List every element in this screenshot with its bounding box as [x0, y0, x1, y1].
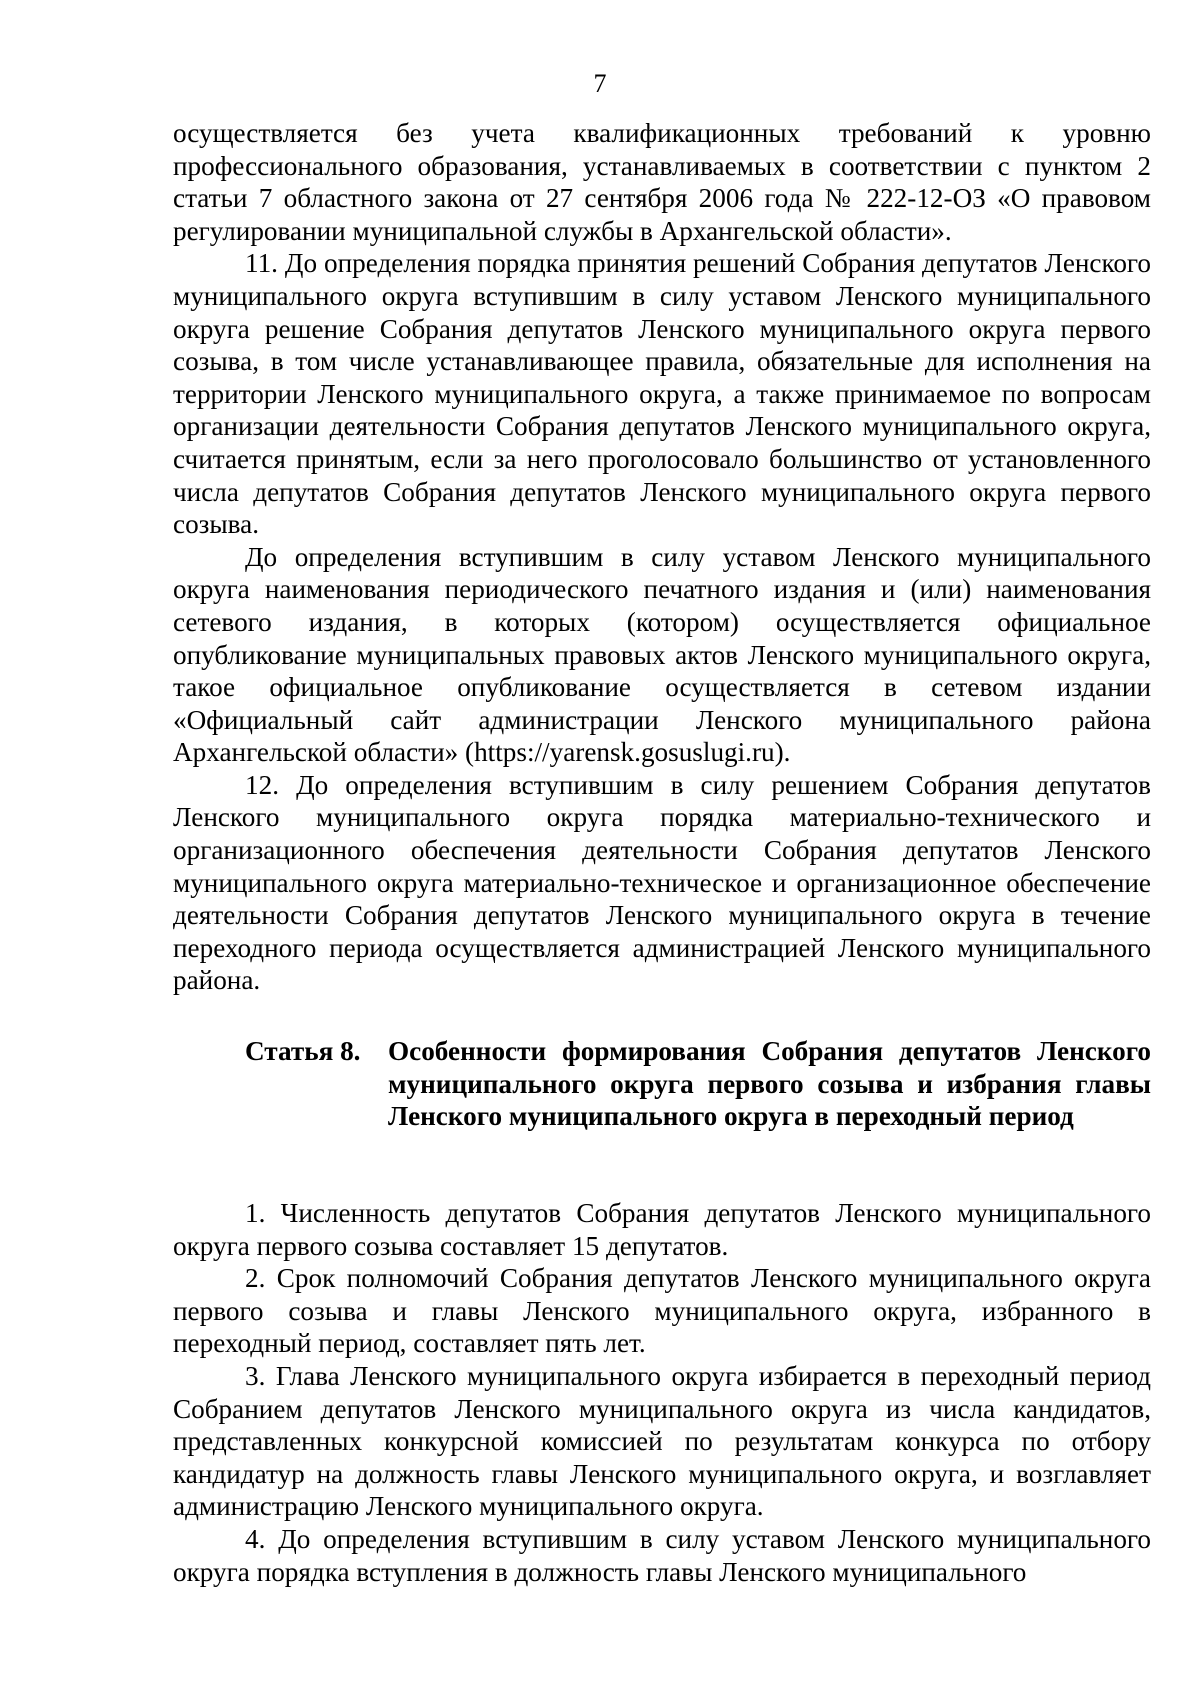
paragraph-item-12: 12. До определения вступившим в силу решением Собрания депутатов Ленского муниципального округа порядка материально-технического и организационного обеспечения деятельности Собрания депутатов Ленского муниципального округа материально-техническое и организационное обеспечение деятельности Собрания депутатов Ленского муниципального округа в течение переходного периода осуществляется администрацией Ленского муниципального района.	[173, 769, 1151, 996]
section-body-1	[173, 117, 1151, 997]
paragraph-item-4: 4. До определения вступившим в силу уставом Ленского муниципального округа порядка вступления в должность главы Ленского муниципального	[173, 1523, 1151, 1587]
paragraph-publication: До определения вступившим в силу уставом Ленского муниципального округа наименования периодического печатного издания и (или) наименования сетевого издания, в которых (котором) осуществляется официальное опубликование муниципальных правовых актов Ленского муниципального округа, такое официальное опубликование осуществляется в сетевом издании «Официальный сайт администрации Ленского муниципального района Архангельской области» (https://yarensk.gosuslugi.ru).	[173, 541, 1151, 768]
section-body-2	[173, 1197, 1151, 1588]
article-label: Статья 8.	[245, 1036, 361, 1066]
paragraph-item-3: 3. Глава Ленского муниципального округа избирается в переходный период Собранием депутатов Ленского муниципального округа из числа кандидатов, представленных конкурсной комиссией по результатам конкурса по отбору кандидатур на должность главы Ленского муниципального округа, и возглавляет администрацию Ленского муниципального округа.	[173, 1360, 1151, 1522]
article-title: Особенности формирования Собрания депутатов Ленского муниципального округа первого созыва и избрания главы Ленского муниципального округа в переходный период	[388, 1036, 1151, 1132]
paragraph-item-11: 11. До определения порядка принятия решений Собрания депутатов Ленского муниципального округа вступившим в силу уставом Ленского муниципального округа решение Собрания депутатов Ленского муниципального округа первого созыва, в том числе устанавливающее правила, обязательные для исполнения на территории Ленского муниципального округа, а также принимаемое по вопросам организации деятельности Собрания депутатов Ленского муниципального округа, считается принятым, если за него проголосовало большинство от установленного числа депутатов Собрания депутатов Ленского муниципального округа первого созыва.	[173, 248, 1151, 540]
page-number: 7	[593, 69, 607, 98]
article-8-heading	[245, 1035, 1151, 1133]
paragraph-item-2: 2. Срок полномочий Собрания депутатов Ленского муниципального округа первого созыва и главы Ленского муниципального округа, избранного в переходный период, составляет пять лет.	[173, 1263, 1151, 1359]
paragraph-item-1: 1. Численность депутатов Собрания депутатов Ленского муниципального округа первого созыва составляет 15 депутатов.	[173, 1198, 1151, 1261]
paragraph-continuation: осуществляется без учета квалификационных требований к уровню профессионального образования, устанавливаемых в соответствии с пунктом 2 статьи 7 областного закона от 27 сентября 2006 года № 222-12-ОЗ «О правовом регулировании муниципальной службы в Архангельской области».	[173, 118, 1151, 246]
